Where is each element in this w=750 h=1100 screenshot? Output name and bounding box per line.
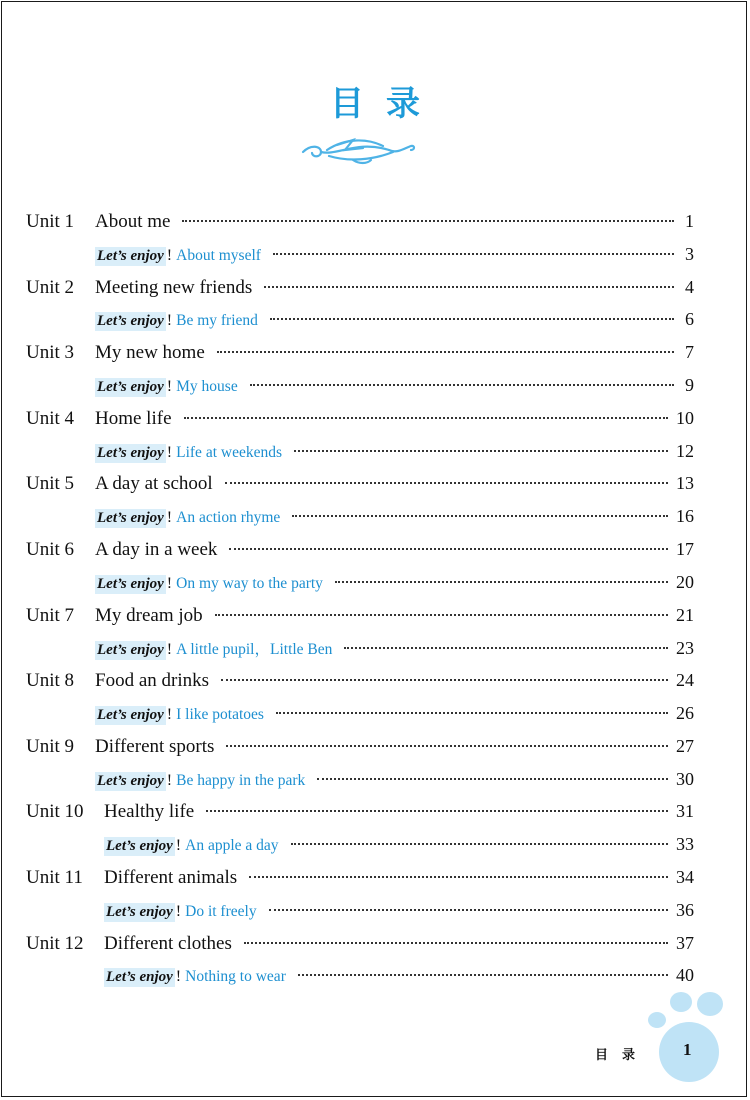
unit-label: Unit 10 bbox=[26, 801, 84, 823]
toc-enjoy-row[interactable] bbox=[26, 569, 694, 602]
exclamation-mark: ! bbox=[166, 312, 173, 330]
enjoy-title: Be my friend bbox=[176, 312, 258, 330]
dot-leader bbox=[244, 942, 668, 944]
toc-enjoy-row[interactable] bbox=[26, 241, 694, 274]
page-number: 20 bbox=[676, 571, 694, 592]
page-number: 7 bbox=[685, 342, 694, 363]
unit-label: Unit 6 bbox=[26, 538, 75, 560]
paw-print-icon bbox=[645, 990, 740, 1085]
toc-enjoy-row[interactable] bbox=[26, 372, 694, 405]
page-number: 10 bbox=[676, 407, 694, 428]
unit-title: My dream job bbox=[95, 604, 203, 626]
page-number: 27 bbox=[676, 735, 694, 756]
page-number: 34 bbox=[676, 866, 694, 887]
lets-enjoy-label bbox=[95, 378, 176, 397]
page-number: 37 bbox=[676, 932, 694, 953]
toc-unit-row[interactable] bbox=[26, 208, 694, 241]
dot-leader bbox=[217, 351, 674, 353]
dot-leader bbox=[226, 745, 668, 747]
toc-unit-row[interactable] bbox=[26, 798, 694, 831]
unit-title: A day in a week bbox=[95, 538, 218, 560]
dot-leader bbox=[250, 384, 674, 386]
lets-enjoy-tag: Let’s enjoy bbox=[97, 313, 164, 330]
toc-enjoy-row[interactable] bbox=[26, 962, 694, 995]
toc-unit-row[interactable] bbox=[26, 930, 694, 963]
page-number: 31 bbox=[676, 801, 694, 822]
unit-title: A day at school bbox=[95, 473, 213, 495]
unit-title: Different animals bbox=[104, 866, 238, 888]
toc-unit-row[interactable] bbox=[26, 864, 694, 897]
unit-label: Unit 9 bbox=[26, 735, 75, 757]
lets-enjoy-label bbox=[104, 837, 185, 856]
toc-enjoy-row[interactable] bbox=[26, 897, 694, 930]
unit-title: About me bbox=[95, 211, 171, 232]
enjoy-title: Be happy in the park bbox=[176, 771, 306, 789]
unit-title: Different clothes bbox=[104, 932, 232, 954]
dot-leader bbox=[344, 647, 668, 649]
toc-unit-row[interactable] bbox=[26, 667, 694, 700]
lets-enjoy-label bbox=[95, 509, 176, 528]
dot-leader bbox=[273, 253, 674, 255]
dot-leader bbox=[221, 679, 668, 681]
page-number: 16 bbox=[676, 506, 694, 527]
page-number: 23 bbox=[676, 638, 694, 659]
toc-unit-row[interactable] bbox=[26, 339, 694, 372]
exclamation-mark: ! bbox=[175, 902, 182, 920]
exclamation-mark: ! bbox=[175, 837, 182, 855]
exclamation-mark: ! bbox=[166, 377, 173, 395]
lets-enjoy-label bbox=[95, 444, 176, 463]
toc-unit-row[interactable] bbox=[26, 733, 694, 766]
lets-enjoy-label bbox=[95, 772, 176, 791]
unit-title: Food an drinks bbox=[95, 670, 209, 692]
page-number: 12 bbox=[676, 440, 694, 461]
lets-enjoy-label bbox=[95, 575, 176, 594]
dot-leader bbox=[249, 876, 668, 878]
lets-enjoy-tag: Let’s enjoy bbox=[106, 838, 173, 855]
page-number: 24 bbox=[676, 670, 694, 691]
footer-page-number: 1 bbox=[683, 1040, 692, 1059]
unit-label: Unit 12 bbox=[26, 932, 84, 954]
exclamation-mark: ! bbox=[166, 574, 173, 592]
toc-enjoy-row[interactable] bbox=[26, 831, 694, 864]
lets-enjoy-label bbox=[95, 641, 176, 660]
dot-leader bbox=[229, 548, 668, 550]
unit-title: Home life bbox=[95, 407, 172, 429]
enjoy-title: An action rhyme bbox=[176, 509, 281, 527]
page-number: 17 bbox=[676, 538, 694, 559]
toc-enjoy-row[interactable] bbox=[26, 700, 694, 733]
enjoy-title: I like potatoes bbox=[176, 705, 264, 723]
page-number: 4 bbox=[685, 276, 694, 297]
toc-unit-row[interactable] bbox=[26, 602, 694, 635]
dot-leader bbox=[182, 220, 674, 222]
enjoy-title: On my way to the party bbox=[176, 574, 323, 592]
dot-leader bbox=[291, 843, 668, 845]
enjoy-title: Nothing to wear bbox=[185, 968, 286, 986]
dot-leader bbox=[225, 482, 668, 484]
page-number: 3 bbox=[685, 243, 694, 264]
exclamation-mark: ! bbox=[175, 968, 182, 986]
lets-enjoy-label bbox=[95, 312, 176, 331]
page-number: 13 bbox=[676, 473, 694, 494]
dot-leader bbox=[335, 581, 668, 583]
exclamation-mark: ! bbox=[166, 771, 173, 789]
lets-enjoy-tag: Let’s enjoy bbox=[97, 772, 164, 789]
enjoy-title: An apple a day bbox=[185, 837, 279, 855]
unit-label: Unit 11 bbox=[26, 866, 83, 888]
unit-label: Unit 1 bbox=[26, 211, 75, 232]
enjoy-title: A little pupil，Little Ben bbox=[176, 641, 333, 659]
toc-enjoy-row[interactable] bbox=[26, 766, 694, 799]
exclamation-mark: ! bbox=[166, 246, 173, 264]
lets-enjoy-tag: Let’s enjoy bbox=[106, 969, 173, 986]
dot-leader bbox=[292, 515, 668, 517]
exclamation-mark: ! bbox=[166, 641, 173, 659]
page-number: 40 bbox=[676, 965, 694, 986]
page-number: 36 bbox=[676, 899, 694, 920]
page-title: 目录 bbox=[330, 84, 442, 124]
unit-label: Unit 8 bbox=[26, 670, 75, 692]
enjoy-title: Do it freely bbox=[185, 902, 257, 920]
unit-label: Unit 5 bbox=[26, 473, 75, 495]
toc-unit-row[interactable] bbox=[26, 274, 694, 307]
enjoy-title: My house bbox=[176, 377, 238, 395]
lets-enjoy-label bbox=[95, 706, 176, 725]
swirl-ornament-icon bbox=[297, 130, 419, 170]
lets-enjoy-tag: Let’s enjoy bbox=[106, 903, 173, 920]
unit-title: Different sports bbox=[95, 735, 215, 757]
footer-section-label: 目录 bbox=[595, 1048, 650, 1063]
unit-label: Unit 4 bbox=[26, 407, 75, 429]
dot-leader bbox=[270, 318, 674, 320]
exclamation-mark: ! bbox=[166, 509, 173, 527]
lets-enjoy-label bbox=[104, 968, 185, 987]
lets-enjoy-tag: Let’s enjoy bbox=[97, 444, 164, 461]
dot-leader bbox=[269, 909, 668, 911]
toc-unit-row[interactable] bbox=[26, 536, 694, 569]
exclamation-mark: ! bbox=[166, 443, 173, 461]
unit-title: Meeting new friends bbox=[95, 276, 253, 298]
exclamation-mark: ! bbox=[166, 705, 173, 723]
page-number: 21 bbox=[676, 604, 694, 625]
lets-enjoy-label bbox=[95, 247, 176, 266]
toc-enjoy-row[interactable] bbox=[26, 503, 694, 536]
enjoy-title: About myself bbox=[176, 246, 261, 264]
dot-leader bbox=[215, 614, 668, 616]
lets-enjoy-tag: Let’s enjoy bbox=[97, 378, 164, 395]
dot-leader bbox=[294, 450, 668, 452]
dot-leader bbox=[206, 810, 668, 812]
dot-leader bbox=[317, 778, 668, 780]
page-number: 1 bbox=[685, 211, 694, 231]
page-number: 9 bbox=[685, 374, 694, 395]
unit-label: Unit 3 bbox=[26, 342, 75, 364]
unit-title: Healthy life bbox=[104, 801, 195, 823]
enjoy-title: Life at weekends bbox=[176, 443, 282, 461]
lets-enjoy-tag: Let’s enjoy bbox=[97, 575, 164, 592]
page-number: 30 bbox=[676, 768, 694, 789]
table-of-contents bbox=[26, 208, 694, 995]
page-number: 33 bbox=[676, 834, 694, 855]
page-number: 26 bbox=[676, 702, 694, 723]
lets-enjoy-tag: Let’s enjoy bbox=[97, 247, 164, 264]
dot-leader bbox=[184, 417, 668, 419]
dot-leader bbox=[264, 286, 674, 288]
unit-label: Unit 7 bbox=[26, 604, 75, 626]
dot-leader bbox=[276, 712, 668, 714]
dot-leader bbox=[298, 974, 668, 976]
toc-unit-row[interactable] bbox=[26, 405, 694, 438]
toc-unit-row[interactable] bbox=[26, 470, 694, 503]
toc-enjoy-row[interactable] bbox=[26, 438, 694, 471]
lets-enjoy-tag: Let’s enjoy bbox=[97, 510, 164, 527]
unit-title: My new home bbox=[95, 342, 205, 364]
unit-label: Unit 2 bbox=[26, 276, 75, 298]
toc-enjoy-row[interactable] bbox=[26, 634, 694, 667]
toc-enjoy-row[interactable] bbox=[26, 306, 694, 339]
lets-enjoy-tag: Let’s enjoy bbox=[97, 706, 164, 723]
lets-enjoy-tag: Let’s enjoy bbox=[97, 642, 164, 659]
lets-enjoy-label bbox=[104, 903, 185, 922]
page-number: 6 bbox=[685, 309, 694, 330]
